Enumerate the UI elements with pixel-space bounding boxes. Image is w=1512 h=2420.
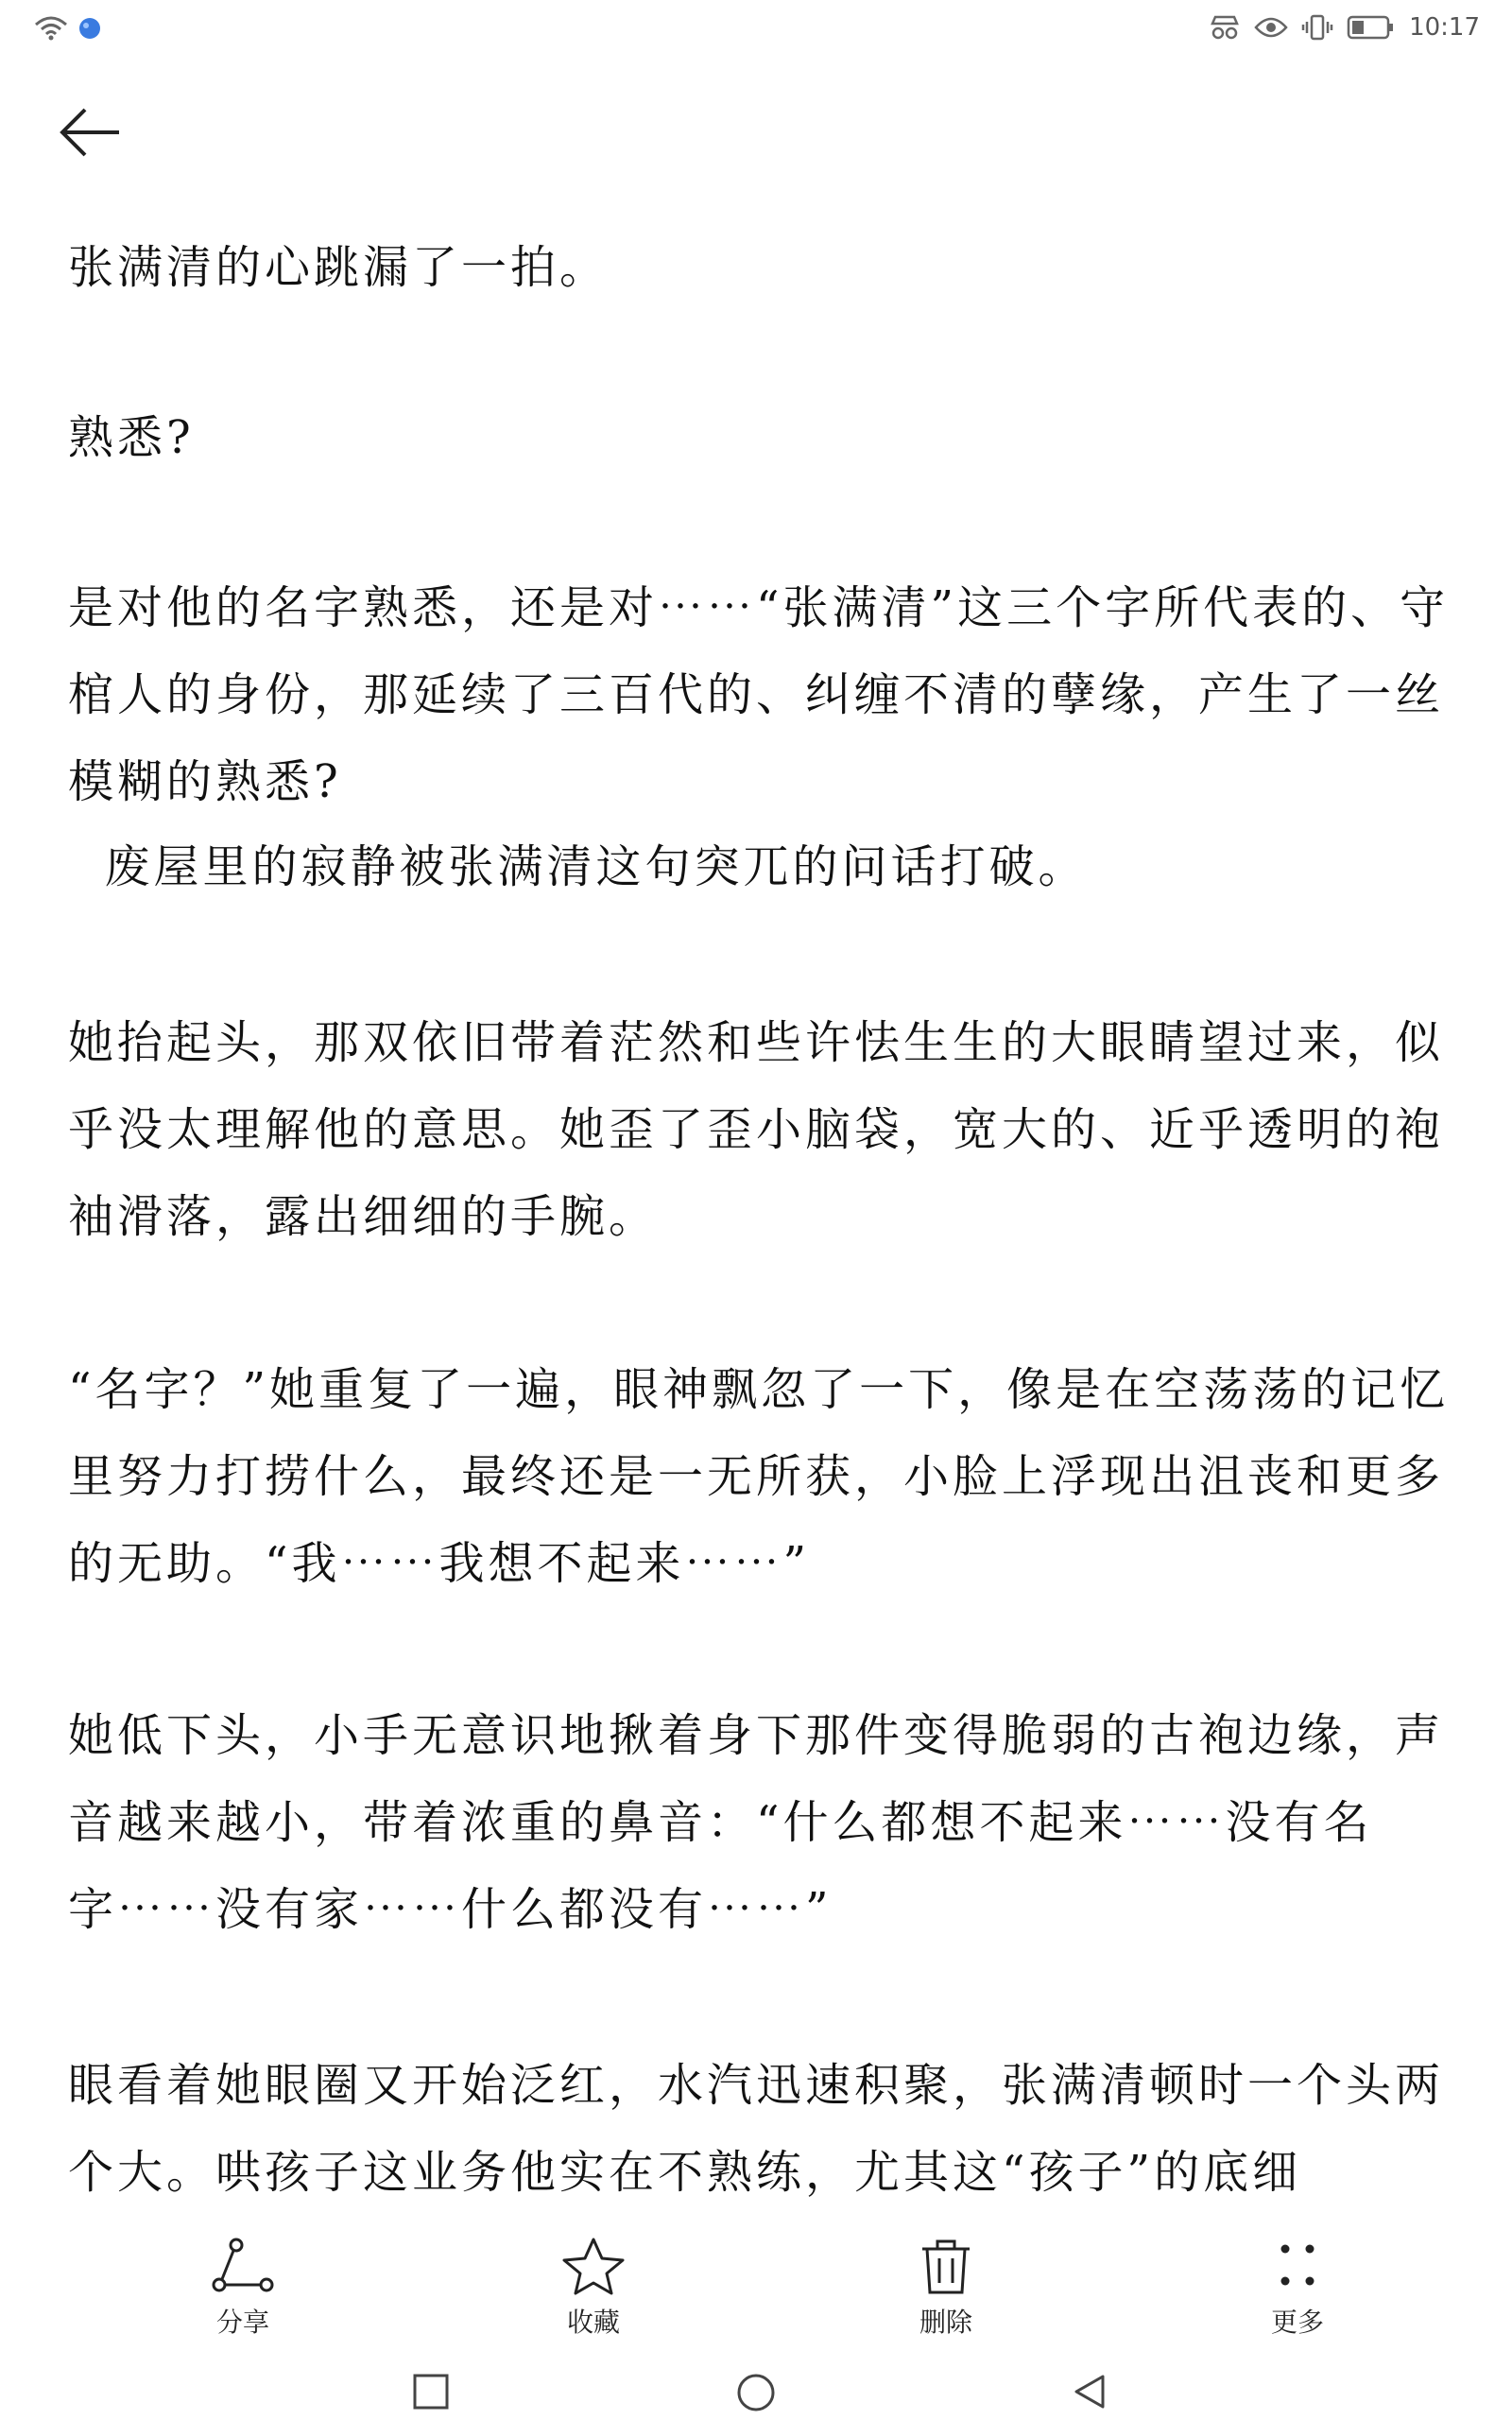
circle-home-icon bbox=[736, 2398, 776, 2416]
favorite-label: 收藏 bbox=[566, 2307, 620, 2338]
nav-back-button[interactable] bbox=[1071, 2373, 1108, 2414]
share-button[interactable] bbox=[148, 2236, 337, 2340]
triangle-back-icon bbox=[1071, 2396, 1108, 2414]
favorite-button[interactable] bbox=[499, 2236, 688, 2340]
wifi-icon bbox=[34, 15, 68, 45]
square-recent-icon bbox=[412, 2396, 450, 2414]
paragraph: “名字？”她重复了一遍，眼神飘忽了一下，像是在空荡荡的记忆里努力打捞什么，最终还是一无所获，小脸上浮现出沮丧和更多的无助。“我⋯⋯我想不起来⋯⋯” bbox=[68, 1363, 1450, 1590]
delete-button[interactable] bbox=[851, 2236, 1040, 2340]
more-button[interactable] bbox=[1203, 2236, 1392, 2340]
eye-comfort-icon bbox=[1254, 16, 1288, 39]
status-right bbox=[1209, 13, 1480, 42]
more-dots-icon bbox=[1203, 2236, 1392, 2296]
status-bar bbox=[0, 0, 1512, 57]
status-time: 10:17 bbox=[1409, 13, 1480, 42]
navigation-bar bbox=[0, 2363, 1512, 2420]
paragraph: 熟悉? bbox=[68, 411, 195, 464]
vibrate-icon bbox=[1301, 13, 1333, 42]
battery-icon bbox=[1347, 14, 1396, 41]
paragraph: 眼看着她眼圈又开始泛红，水汽迅速积聚，张满清顿时一个头两个大。哄孩子这业务他实在不熟练，尤其这“孩子”的底细 bbox=[68, 2059, 1445, 2199]
status-left bbox=[34, 15, 102, 45]
paragraph: 废屋里的寂静被张满清这句突兀的问话打破。 bbox=[68, 840, 1088, 893]
star-icon bbox=[499, 2236, 688, 2296]
more-label: 更多 bbox=[1270, 2307, 1324, 2338]
paragraph: 张满清的心跳漏了一拍。 bbox=[68, 241, 610, 294]
paragraph: 她低下头，小手无意识地揪着身下那件变得脆弱的古袍边缘，声音越来越小，带着浓重的鼻音：“什么都想不起来⋯⋯没有名字⋯⋯没有家⋯⋯什么都没有⋯⋯” bbox=[68, 1709, 1445, 1936]
home-button[interactable] bbox=[736, 2373, 776, 2416]
back-button[interactable] bbox=[57, 104, 142, 170]
paragraph: 是对他的名字熟悉，还是对⋯⋯“张满清”这三个字所代表的、守棺人的身份，那延续了三百代的、纠缠不清的孽缘，产生了一丝模糊的熟悉? bbox=[68, 581, 1450, 808]
recent-apps-button[interactable] bbox=[412, 2373, 450, 2414]
bottom-toolbar bbox=[0, 2236, 1512, 2368]
trash-icon bbox=[851, 2236, 1040, 2296]
share-icon bbox=[148, 2236, 337, 2296]
share-label: 分享 bbox=[215, 2307, 269, 2338]
paragraph: 她抬起头，那双依旧带着茫然和些许怯生生的大眼睛望过来，似乎没太理解他的意思。她歪了歪小脑袋，宽大的、近乎透明的袍袖滑落，露出细细的手腕。 bbox=[68, 1016, 1445, 1243]
back-arrow-icon bbox=[57, 147, 123, 164]
app-notification-icon bbox=[77, 16, 102, 44]
delete-label: 删除 bbox=[919, 2307, 972, 2338]
privacy-icon bbox=[1209, 14, 1241, 41]
